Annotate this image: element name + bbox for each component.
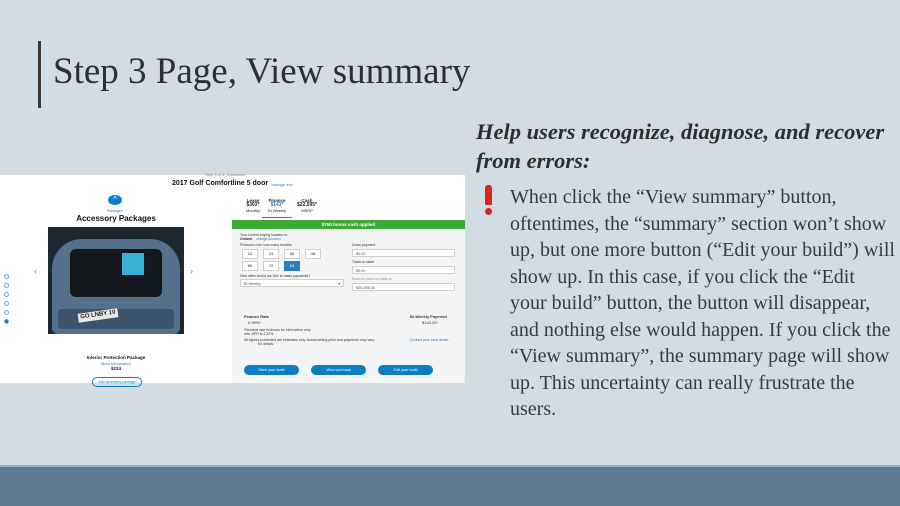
save-build-button[interactable]: Save your build: [244, 365, 299, 375]
title-accent-bar: [38, 41, 41, 108]
month-option[interactable]: 24: [263, 249, 279, 259]
month-option[interactable]: 72: [263, 261, 279, 271]
month-option[interactable]: 48: [305, 249, 321, 259]
bonus-banner: $750 bonus cash applied: [232, 220, 465, 229]
down-payment-label: Down payment: [352, 243, 376, 247]
payment-pane: [232, 194, 465, 383]
change-trim-link[interactable]: change trim: [272, 182, 293, 187]
packages-label: Packages: [107, 209, 123, 213]
accessory-title: Accessory Packages: [76, 214, 156, 223]
screenshot-header: [0, 172, 465, 195]
month-option[interactable]: 60: [242, 261, 258, 271]
note-details: for details.: [258, 342, 275, 346]
payment-label: Bi-Weekly Payment: [410, 314, 447, 319]
package-name: Interior Protection Package: [86, 355, 146, 360]
contact-dealer-link[interactable]: Contact your local dealer: [410, 338, 449, 342]
tab-lease[interactable]: Lease $303* Monthly: [245, 198, 260, 213]
car-trunk-image: [48, 227, 184, 334]
note-estimates: All figures presented are estimates only. Actual selling price and payments may vary.: [244, 338, 375, 342]
website-screenshot: [0, 172, 465, 384]
trade-in-label: Trade-in value: [352, 260, 375, 264]
payment-tabs: [232, 194, 465, 220]
accessory-pane: [0, 194, 232, 383]
balance-field[interactable]: $25,395.00: [352, 283, 455, 291]
chevron-up-icon[interactable]: ^: [108, 195, 122, 205]
chevron-down-icon: ▾: [338, 282, 340, 286]
down-payment-field[interactable]: $0.00: [352, 249, 455, 257]
months-label: Financed over how many months: [240, 243, 292, 247]
edit-build-button[interactable]: Edit your build: [378, 365, 433, 375]
slide-title: Step 3 Page, View summary: [53, 51, 471, 92]
month-option-selected[interactable]: 84: [284, 261, 300, 271]
note-nominal-rate: *Nominal rate is shown for information only.: [244, 328, 312, 332]
step-indicator: Step 3 of 4: Customize: [205, 172, 246, 177]
frequency-label: How often would you like to make payments?: [240, 274, 311, 278]
tab-cash[interactable]: Cash $22,595* MSRP: [296, 198, 318, 213]
exclamation-icon: [483, 185, 493, 217]
tab-finance[interactable]: Finance $143* Bi-Weekly: [262, 198, 292, 218]
note-apr: Info: APR is 2.22%: [244, 332, 274, 336]
location-value: Ontario: [240, 237, 253, 241]
month-option[interactable]: 36: [284, 249, 300, 259]
footer-band: [0, 467, 900, 506]
package-price: $224: [110, 366, 121, 371]
carousel-dots[interactable]: [4, 274, 8, 328]
frequency-select[interactable]: Bi-Weekly ▾: [240, 279, 344, 287]
view-summary-button[interactable]: View summary: [311, 365, 366, 375]
chevron-left-icon[interactable]: ‹: [34, 266, 37, 276]
change-location-link[interactable]: change location: [256, 237, 281, 241]
location-label: Your current buying location is:: [240, 233, 288, 237]
car-title: 2017 Golf Comfortline 5 door: [172, 180, 269, 187]
chevron-right-icon[interactable]: ›: [190, 266, 193, 276]
trade-in-field[interactable]: $0.00: [352, 266, 455, 274]
slide-body-text: When click the “View summary” button, oftentimes, the “summary” section won’t show up, but one more button (“Edit your build”) will show up. In this case, if you click the “Edit your build” button, the button will disappear, and nothing else would happen. If you click the “View summary”, the summary page will show up. This uncertainty can really frustrate the users.: [510, 186, 895, 420]
month-option[interactable]: 12: [242, 249, 258, 259]
finance-rate-value: 0.99%*: [248, 320, 261, 325]
license-plate: GO LNBY 10: [78, 308, 119, 322]
more-info-link[interactable]: More information: [100, 361, 131, 366]
finance-rate-label: Finance Rate: [244, 314, 269, 319]
balance-label: Balance owed on trade-in: [352, 277, 392, 281]
payment-value: $143.32*: [422, 320, 439, 325]
add-package-button[interactable]: Add accessory package: [92, 377, 142, 387]
slide-heading: Help users recognize, diagnose, and recover from errors:: [476, 119, 885, 173]
